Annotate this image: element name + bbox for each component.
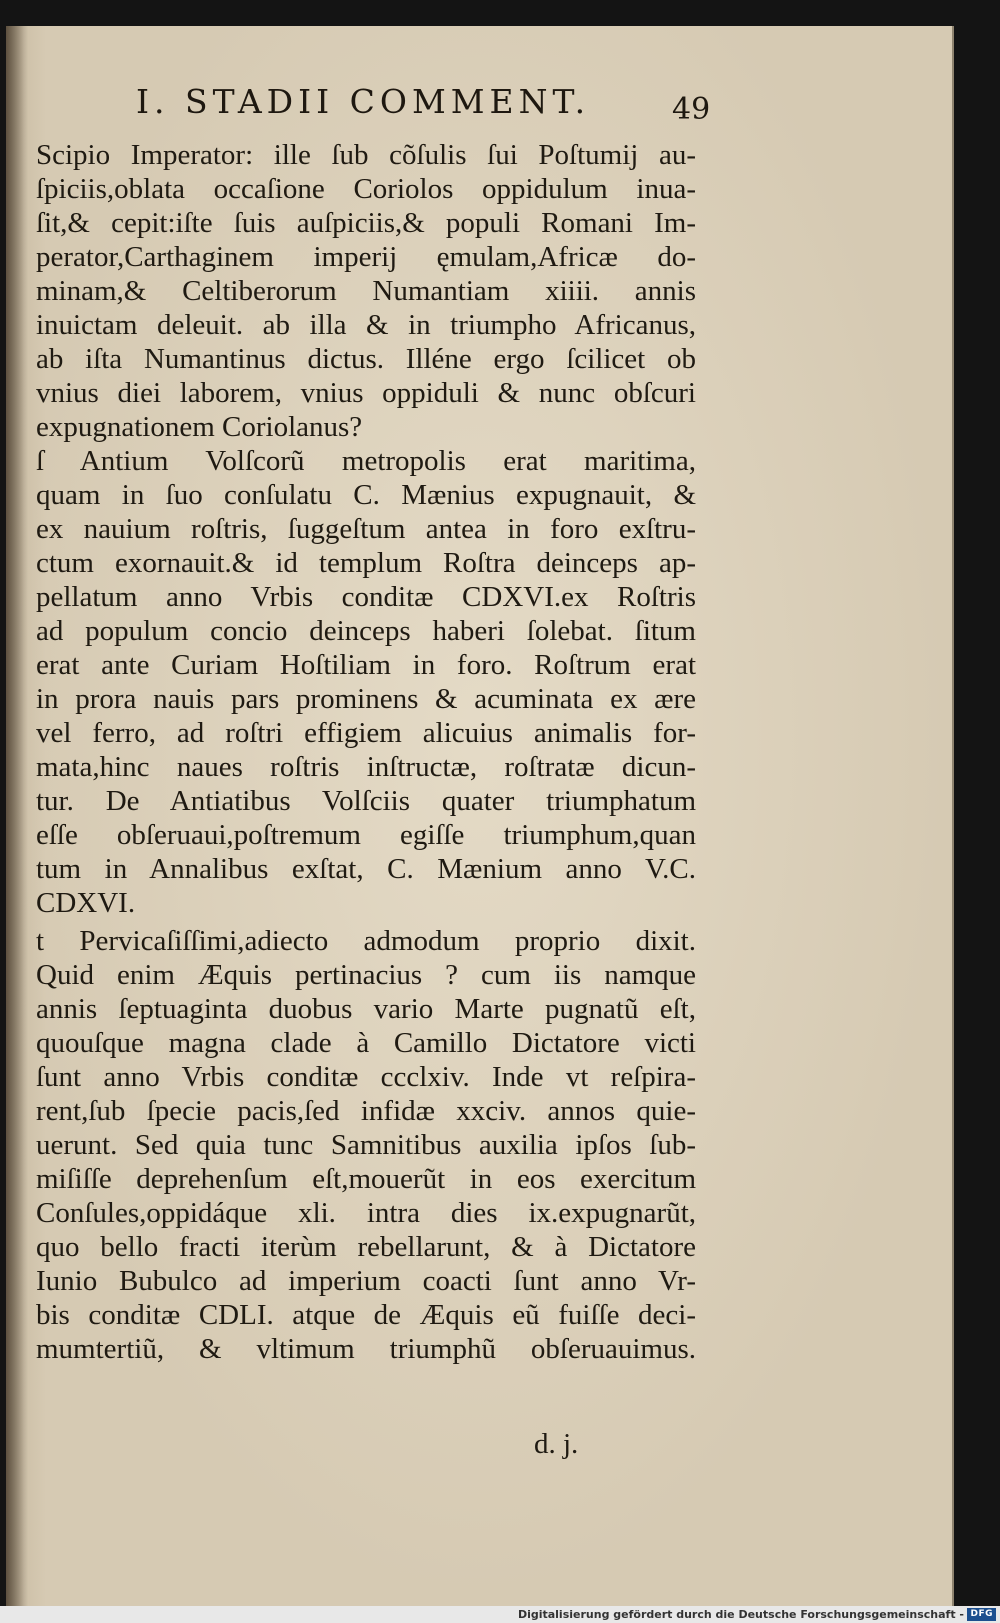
text-line: miſiſſe deprehenſum eſt,mouerũt in eos exercitum <box>36 1163 696 1195</box>
footer-credit: Digitalisierung gefördert durch die Deutsche Forschungsgemeinschaft - <box>517 1608 964 1621</box>
text-line: bis conditæ CDLI. atque de Æquis eũ fuiſſe deci- <box>36 1299 696 1331</box>
text-line: Conſules,oppidáque xli. intra dies ix.expugnarũt, <box>36 1197 696 1229</box>
text-line: ſpiciis,oblata occaſione Coriolos oppidulum inua- <box>36 173 696 205</box>
text-line: in prora nauis pars prominens & acuminata ex ære <box>36 683 696 715</box>
text-line: ab iſta Numantinus dictus. Illéne ergo ſcilicet ob <box>36 343 696 375</box>
text-line: mata,hinc naues roſtris inſtructæ, roſtratæ dicun- <box>36 751 696 783</box>
text-line: mumtertiũ, & vltimum triumphũ obſeruauimus. <box>36 1333 696 1365</box>
text-line: tur. De Antiatibus Volſciis quater triumphatum <box>36 785 696 817</box>
text-line: Iunio Bubulco ad imperium coacti ſunt anno Vr- <box>36 1265 696 1297</box>
page-number: 49 <box>672 92 711 127</box>
signature-mark: d. j. <box>534 1428 579 1460</box>
text-line: Quid enim Æquis pertinacius ? cum iis namque <box>36 959 696 991</box>
text-line: vel ferro, ad roſtri effigiem alicuius animalis for- <box>36 717 696 749</box>
text-line: ctum exornauit.& id templum Roſtra deinceps ap- <box>36 547 696 579</box>
digitization-footer <box>0 1606 1000 1623</box>
text-line: ex nauium roſtris, ſuggeſtum antea in foro exſtru- <box>36 513 696 545</box>
text-line: ſ Antium Volſcorũ metropolis erat maritima, <box>36 445 696 477</box>
text-line: t Pervicaſiſſimi,adiecto admodum proprio dixit. <box>36 925 696 957</box>
text-line: ſunt anno Vrbis conditæ ccclxiv. Inde vt reſpira- <box>36 1061 696 1093</box>
book-page <box>6 26 954 1608</box>
gutter-shadow <box>6 26 28 1606</box>
body-text <box>36 138 696 1366</box>
text-line: pellatum anno Vrbis conditæ CDXVI.ex Roſtris <box>36 581 696 613</box>
text-line: ad populum concio deinceps haberi ſolebat. ſitum <box>36 615 696 647</box>
text-line: ſit,& cepit:iſte ſuis auſpiciis,& populi Romani Im- <box>36 207 696 239</box>
text-line: CDXVI. <box>36 887 136 919</box>
text-line: vnius diei laborem, vnius oppiduli & nunc obſcuri <box>36 377 696 409</box>
text-line: inuictam deleuit. ab illa & in triumpho Africanus, <box>36 309 696 341</box>
text-line: perator,Carthaginem imperij ęmulam,Africæ do- <box>36 241 696 273</box>
text-line: uerunt. Sed quia tunc Samnitibus auxilia ipſos ſub- <box>36 1129 696 1161</box>
text-line: minam,& Celtiberorum Numantiam xiiii. annis <box>36 275 696 307</box>
text-line: tum in Annalibus exſtat, C. Mænium anno V.C. <box>36 853 696 885</box>
text-line: Scipio Imperator: ille ſub cõſulis ſui Poſtumij au- <box>36 139 696 171</box>
running-title: I. STADII COMMENT. <box>136 82 591 121</box>
text-line: expugnationem Coriolanus? <box>36 411 363 443</box>
text-line: rent,ſub ſpecie pacis,ſed infidæ xxciv. annos quie- <box>36 1095 696 1127</box>
text-line: quo bello fracti iterùm rebellarunt, & à Dictatore <box>36 1231 696 1263</box>
dfg-logo-icon: DFG <box>967 1608 996 1621</box>
text-line: annis ſeptuaginta duobus vario Marte pugnatũ eſt, <box>36 993 696 1025</box>
text-line: eſſe obſeruaui,poſtremum egiſſe triumphum,quan <box>36 819 696 851</box>
text-line: quam in ſuo conſulatu C. Mænius expugnauit, & <box>36 479 696 511</box>
text-line: quouſque magna clade à Camillo Dictatore victi <box>36 1027 696 1059</box>
text-line: erat ante Curiam Hoſtiliam in foro. Roſtrum erat <box>36 649 696 681</box>
